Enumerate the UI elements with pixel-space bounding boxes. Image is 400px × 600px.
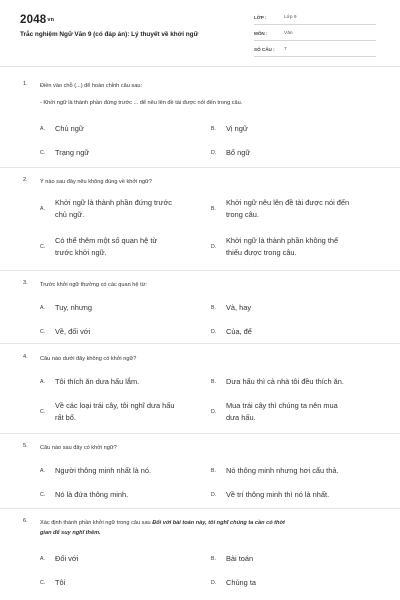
question-number: 1. (23, 81, 28, 87)
meta-class-label: LỚP : (254, 15, 267, 20)
meta-class-value: Lớp 9 (284, 15, 297, 20)
meta-class (254, 13, 376, 25)
question-divider (0, 508, 400, 509)
question-subtext: - Khởi ngữ là thành phần đứng trước ... để nêu lên đề tài được nói đến trong câu. (40, 100, 243, 106)
question-divider (0, 343, 400, 344)
option-c[interactable]: C. Về, đối với (40, 327, 91, 336)
question-number: 5. (23, 443, 28, 449)
option-c[interactable]: C. Về các loại trái cây, tôi nghĩ dưa hấu rất bổ. (40, 401, 175, 422)
option-b[interactable]: B. Nó thông minh nhưng hơi cẩu thả. (211, 466, 339, 475)
question-number: 2. (23, 177, 28, 183)
option-a[interactable]: A. Tôi thích ăn dưa hấu lắm. (40, 377, 140, 386)
logo-suffix: vn (47, 16, 55, 23)
question-divider (0, 433, 400, 434)
option-c[interactable]: C. Nó là đứa thông minh. (40, 490, 129, 499)
header-divider (0, 66, 400, 67)
option-d[interactable]: D. Mua trái cây thì chúng ta nên mua dưa hấu. (211, 401, 338, 422)
option-b[interactable]: B. Khởi ngữ nêu lên đề tài được nói đến trong câu. (211, 198, 350, 219)
option-c[interactable]: C. Tôi (40, 578, 66, 587)
logo-text: 2048 (20, 14, 47, 26)
meta-count-label: SỐ CÂU : (254, 47, 275, 52)
option-d[interactable]: D. Của, để (211, 327, 252, 336)
option-c[interactable]: C. Có thể thêm một số quan hệ từ trước khởi ngữ. (40, 236, 158, 257)
question-text: Ý nào sau đây nêu không đúng về khởi ngữ? (40, 179, 152, 185)
question-divider (0, 167, 400, 168)
question-divider (0, 270, 400, 271)
question-text: Câu nào dưới đây không có khởi ngữ? (40, 356, 137, 362)
question-quote-continued: gian để suy nghĩ thêm. (40, 530, 101, 536)
meta-count-value: 7 (284, 47, 287, 52)
option-a[interactable]: A. Chủ ngữ (40, 124, 84, 133)
option-a[interactable]: A. Tuy, nhưng (40, 303, 92, 312)
document-title: Trắc nghiệm Ngữ Văn 9 (có đáp án): Lý thuyết về khởi ngữ (20, 31, 199, 38)
question-number: 3. (23, 280, 28, 286)
site-logo[interactable] (20, 14, 54, 26)
option-b[interactable]: B. Vị ngữ (211, 124, 248, 133)
question-text: Xác định thành phần khởi ngữ trong câu sau Đối với bài toán này, tôi nghĩ chúng ta cần có thời gian để suy nghĩ thêm. (40, 520, 285, 536)
question-text: Câu nào sau đây có khởi ngữ? (40, 445, 117, 451)
question-number: 4. (23, 354, 28, 360)
option-d[interactable]: D. Bổ ngữ (211, 148, 251, 157)
option-b[interactable]: B. Và, hay (211, 303, 252, 312)
option-d[interactable]: D. Về trí thông minh thì nó là nhất. (211, 490, 330, 499)
meta-count (254, 45, 376, 57)
option-a[interactable]: A. Người thông minh nhất là nó. (40, 466, 152, 475)
option-b[interactable]: B. Dưa hấu thì cả nhà tôi đều thích ăn. (211, 377, 344, 386)
question-number: 6. (23, 518, 28, 524)
option-b[interactable]: B. Bài toán (211, 554, 254, 563)
meta-subject-label: MÔN : (254, 31, 268, 36)
question-quote: Đối với bài toán này, tôi nghĩ chúng ta cần có thời (152, 520, 285, 526)
option-d[interactable]: D. Chúng ta (211, 578, 256, 587)
question-text: Điền vào chỗ (...) để hoàn chỉnh câu sau: (40, 83, 142, 89)
meta-subject (254, 29, 376, 41)
option-a[interactable]: A. Khởi ngữ là thành phần đứng trước chủ ngữ. (40, 198, 172, 219)
question-text: Trước khởi ngữ thường có các quan hệ từ: (40, 282, 147, 288)
meta-subject-value: Văn (284, 31, 293, 36)
option-c[interactable]: C. Trạng ngữ (40, 148, 90, 157)
option-d[interactable]: D. Khởi ngữ là thành phần không thể thiếu được trong câu. (211, 236, 339, 257)
option-a[interactable]: A. Đối với (40, 554, 79, 563)
